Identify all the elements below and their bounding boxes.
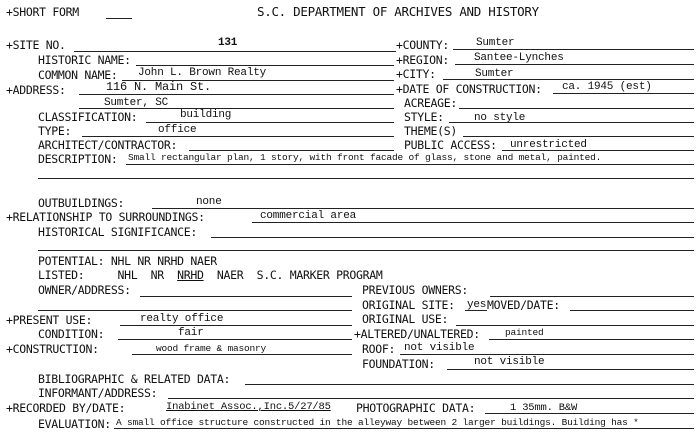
recorded-label: +RECORDED BY/DATE: xyxy=(6,401,126,415)
region-label: +REGION: xyxy=(396,53,449,67)
city-value: Sumter xyxy=(475,68,514,80)
foundation-line[interactable] xyxy=(447,369,694,370)
foundation-value: not visible xyxy=(474,356,545,368)
themes-label: THEME(S) xyxy=(404,124,457,138)
address-line-1[interactable] xyxy=(79,94,394,95)
region-line[interactable] xyxy=(455,64,694,65)
listed-more-options: NAER S.C. MARKER PROGRAM xyxy=(203,268,383,282)
present-use-line[interactable] xyxy=(120,325,352,326)
biblio-label: BIBLIOGRAPHIC & RELATED DATA: xyxy=(38,372,231,386)
architect-line[interactable] xyxy=(189,150,394,151)
address-value-2: Sumter, SC xyxy=(104,97,169,109)
common-name-value: John L. Brown Realty xyxy=(138,67,267,79)
style-label: STYLE: xyxy=(404,110,444,124)
evaluation-label: EVALUATION: xyxy=(38,417,111,431)
construction-value: wood frame & masonry xyxy=(156,343,267,354)
site-no-label: +SITE NO. xyxy=(6,38,66,52)
type-value: office xyxy=(158,124,197,136)
type-line[interactable] xyxy=(82,136,394,137)
public-access-label: PUBLIC ACCESS: xyxy=(404,138,497,152)
roof-label: ROOF: xyxy=(362,342,396,356)
significance-line-2[interactable] xyxy=(38,250,694,251)
photo-label: PHOTOGRAPHIC DATA: xyxy=(356,401,476,415)
relationship-label: +RELATIONSHIP TO SURROUNDINGS: xyxy=(6,210,205,224)
evaluation-line[interactable] xyxy=(114,428,694,429)
architect-label: ARCHITECT/CONTRACTOR: xyxy=(38,138,178,152)
outbuildings-label: OUTBUILDINGS: xyxy=(38,196,125,210)
photo-value: 1 35mm. B&W xyxy=(510,402,578,414)
style-line[interactable] xyxy=(449,122,694,123)
county-label: +COUNTY: xyxy=(396,38,449,52)
region-value: Santee-Lynches xyxy=(474,52,564,64)
city-label: +CITY: xyxy=(396,67,436,81)
significance-label: HISTORICAL SIGNIFICANCE: xyxy=(38,225,197,239)
orig-site-label: ORIGINAL SITE: xyxy=(362,298,455,312)
biblio-line[interactable] xyxy=(245,384,694,385)
owner-line-2[interactable] xyxy=(38,310,352,311)
public-access-line[interactable] xyxy=(502,150,694,151)
owner-label: OWNER/ADDRESS: xyxy=(38,283,131,297)
listed-options: LISTED: NHL NR xyxy=(38,268,178,282)
county-line[interactable] xyxy=(453,49,694,50)
altered-label: +ALTERED/UNALTERED: xyxy=(354,327,480,341)
public-access-value: unrestricted xyxy=(510,139,587,151)
address-label: +ADDRESS: xyxy=(6,83,66,97)
common-name-label: COMMON NAME: xyxy=(38,68,118,82)
informant-label: INFORMANT/ADDRESS: xyxy=(38,386,158,400)
listed-label xyxy=(38,269,382,281)
condition-label: CONDITION: xyxy=(38,327,105,341)
site-no-value: 131 xyxy=(218,37,238,49)
outbuildings-value: none xyxy=(196,196,222,208)
description-value: Small rectangular plan, 1 story, with front facade of glass, stone and metal, painted. xyxy=(128,152,602,163)
short-form-label: +SHORT FORM xyxy=(6,5,79,19)
prev-owners-label: PREVIOUS OWNERS: xyxy=(362,283,468,297)
listed-nrhd-option[interactable]: NRHD xyxy=(177,268,204,282)
present-use-label: +PRESENT USE: xyxy=(6,313,93,327)
altered-value: painted xyxy=(505,327,544,338)
prev-owners-line[interactable] xyxy=(490,296,694,297)
historic-name-label: HISTORIC NAME: xyxy=(38,53,131,67)
date-value: ca. 1945 (est) xyxy=(562,81,652,93)
relationship-line[interactable] xyxy=(252,222,694,223)
site-no-line[interactable] xyxy=(74,51,396,52)
altered-line[interactable] xyxy=(489,339,694,340)
address-line-2[interactable] xyxy=(79,108,394,109)
condition-line[interactable] xyxy=(118,339,352,340)
classification-label: CLASSIFICATION: xyxy=(38,110,138,124)
historic-name-line[interactable] xyxy=(136,65,394,66)
description-line-2[interactable] xyxy=(38,178,694,179)
type-label: TYPE: xyxy=(38,124,72,138)
present-use-value: realty office xyxy=(140,313,224,325)
style-value: no style xyxy=(474,112,526,124)
address-value-1: 116 N. Main St. xyxy=(106,80,212,94)
themes-line[interactable] xyxy=(463,136,694,137)
condition-value: fair xyxy=(178,327,204,339)
relationship-value: commercial area xyxy=(260,210,357,222)
acreage-line[interactable] xyxy=(459,108,694,109)
classification-value: building xyxy=(180,109,232,121)
roof-line[interactable] xyxy=(400,354,694,355)
orig-use-label: ORIGINAL USE: xyxy=(362,312,449,326)
evaluation-value: A small office structure constructed in the alleyway between 2 larger buildings. Building has * xyxy=(116,417,639,428)
short-form-blank[interactable] xyxy=(106,18,132,19)
foundation-label: FOUNDATION: xyxy=(362,357,435,371)
orig-use-line[interactable] xyxy=(456,325,694,326)
significance-line-1[interactable] xyxy=(211,237,694,238)
acreage-label: ACREAGE: xyxy=(404,96,457,110)
outbuildings-line[interactable] xyxy=(152,208,694,209)
moved-label: MOVED/DATE: xyxy=(487,298,560,312)
date-line[interactable] xyxy=(553,93,694,94)
informant-line[interactable] xyxy=(168,398,694,399)
roof-value: not visible xyxy=(404,342,475,354)
photo-line[interactable] xyxy=(485,413,694,414)
county-value: Sumter xyxy=(476,37,515,49)
owner-line[interactable] xyxy=(140,296,352,297)
date-label: +DATE OF CONSTRUCTION: xyxy=(396,82,542,96)
orig-site-line[interactable] xyxy=(465,310,487,311)
construction-line[interactable] xyxy=(132,354,352,355)
description-label: DESCRIPTION: xyxy=(38,152,118,166)
agency-title: S.C. DEPARTMENT OF ARCHIVES AND HISTORY xyxy=(257,4,539,19)
orig-site-value: yes xyxy=(467,299,487,311)
potential-label: POTENTIAL: NHL NR NRHD NAER xyxy=(38,254,217,268)
moved-line[interactable] xyxy=(570,310,694,311)
recorded-value: Inabinet Assoc.,Inc.5/27/85 xyxy=(166,401,331,413)
classification-line[interactable] xyxy=(146,122,394,123)
description-line-1[interactable] xyxy=(126,164,694,165)
city-line[interactable] xyxy=(443,79,694,80)
construction-label: +CONSTRUCTION: xyxy=(6,342,99,356)
